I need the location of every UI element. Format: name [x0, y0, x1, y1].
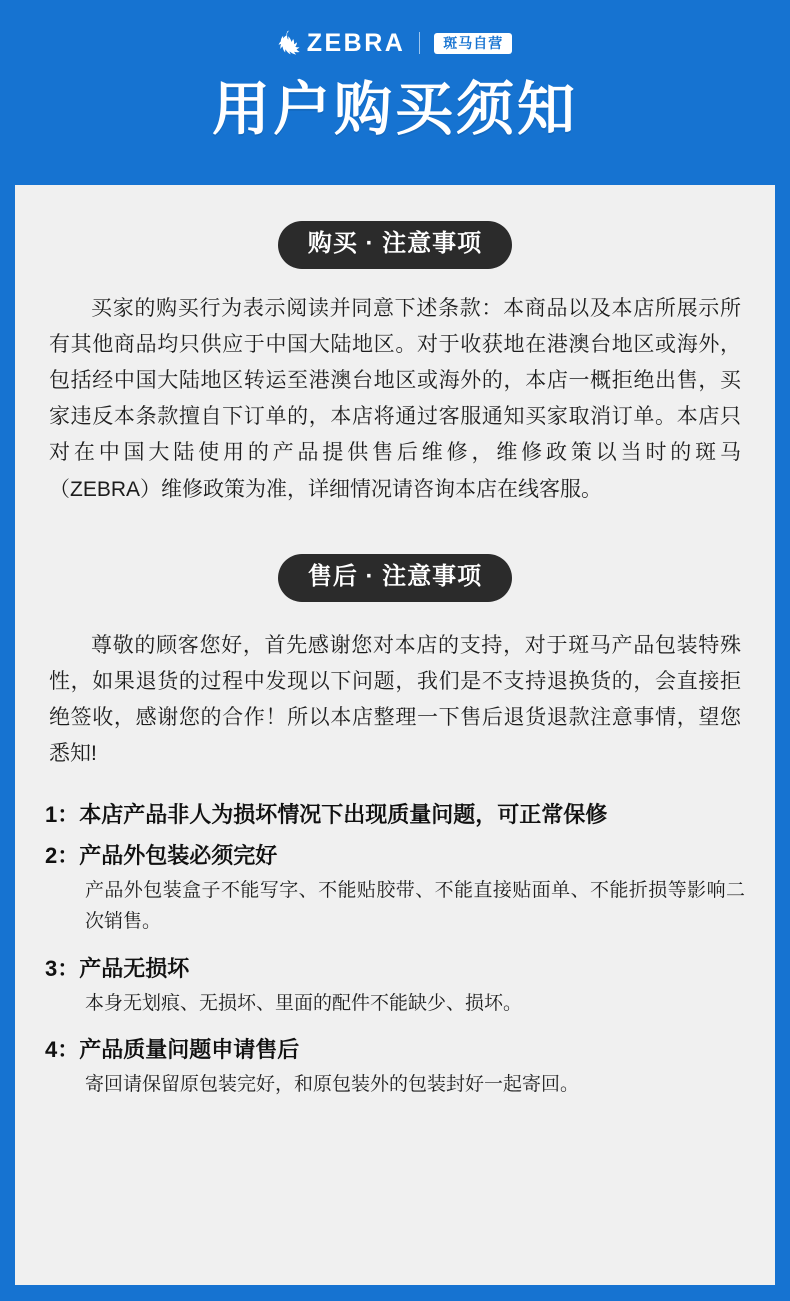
- purchase-paragraph: 买家的购买行为表示阅读并同意下述条款：本商品以及本店所展示所有其他商品均只供应于中国大陆地区。对于收获地在港澳台地区或海外，包括经中国大陆地区转运至港澳台地区或海外的，本店一概拒绝出售，买家违反本条款擅自下订单的，本店将通过客服通知买家取消订单。本店只对在中国大陆使用的产品提供售后维修，维修政策以当时的斑马 （ZEBRA）维修政策为准，详细情况请咨询本店在线客服。: [49, 297, 741, 501]
- note-heading: [45, 798, 745, 831]
- note-index: 2：: [45, 843, 80, 869]
- note-index: 4：: [45, 1037, 80, 1063]
- brand-divider: [419, 32, 420, 54]
- note-heading: [45, 952, 745, 985]
- aftersales-notes-list: [45, 798, 745, 1101]
- note-title: 产品无损坏: [79, 955, 190, 981]
- list-item: [45, 839, 745, 938]
- aftersales-paragraph: 尊敬的顾客您好，首先感谢您对本店的支持，对于斑马产品包装特殊性，如果退货的过程中发现以下问题，我们是不支持退换货的，会直接拒绝签收，感谢您的合作！所以本店整理一下售后退货退款注意事情，望您悉知!: [49, 633, 741, 765]
- list-item: [45, 952, 745, 1020]
- purchase-section-header: [39, 185, 751, 269]
- note-description: 本身无划痕、无损坏、里面的配件不能缺少、损坏。: [85, 992, 523, 1014]
- self-run-badge: 斑马自营: [434, 33, 512, 54]
- note-index: 1：: [45, 802, 80, 828]
- section-pill-purchase: 购买 · 注意事项: [278, 221, 512, 269]
- zebra-logo: [278, 30, 406, 56]
- page-title: 用户购买须知: [211, 77, 578, 142]
- note-title: 产品外包装必须完好: [79, 843, 278, 869]
- note-description: 寄回请保留原包装完好，和原包装外的包装封好一起寄回。: [85, 1074, 580, 1096]
- brand-wordmark: ZEBRA: [306, 28, 406, 57]
- note-description: 产品外包装盒子不能写字、不能贴胶带、不能直接贴面单、不能折损等影响二次销售。: [85, 880, 745, 932]
- list-item: [45, 1033, 745, 1101]
- note-heading: [45, 1033, 745, 1066]
- note-title: 本店产品非人为损坏情况下出现质量问题，可正常保修: [79, 802, 608, 828]
- aftersales-section-header: [39, 508, 751, 602]
- note-title: 产品质量问题申请售后: [79, 1037, 300, 1063]
- content-card: [15, 185, 775, 1285]
- zebra-head-icon: [278, 30, 300, 56]
- note-heading: [45, 839, 745, 872]
- brand-header: [0, 0, 790, 56]
- note-index: 3：: [45, 955, 80, 981]
- list-item: [45, 798, 745, 831]
- section-pill-aftersales: 售后 · 注意事项: [278, 554, 512, 602]
